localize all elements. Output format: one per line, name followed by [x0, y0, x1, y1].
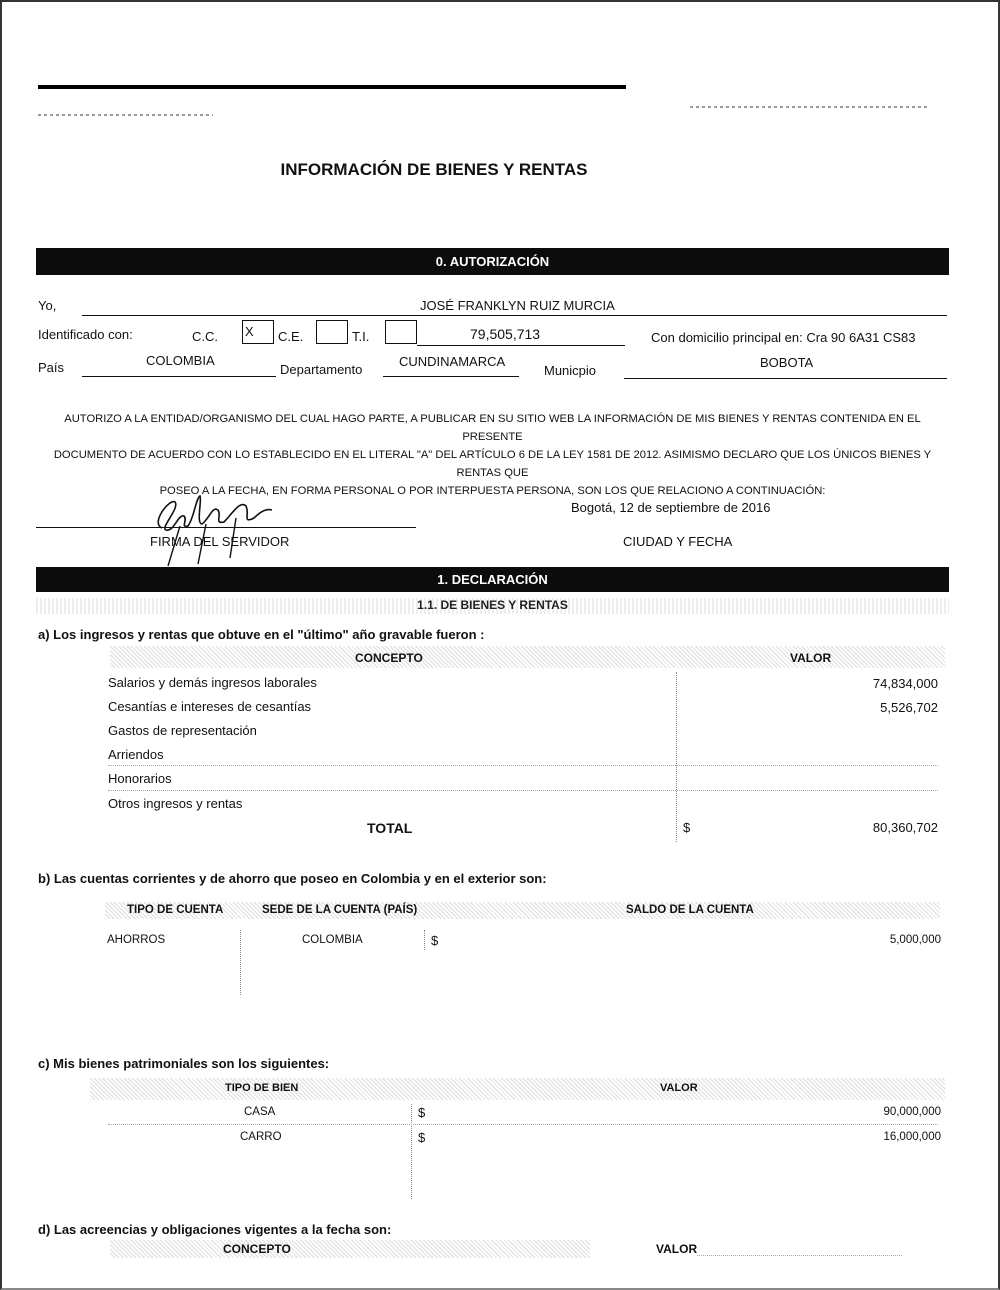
identificado-label: Identificado con: — [38, 327, 133, 342]
ce-checkbox[interactable] — [316, 320, 348, 344]
table-d-header — [110, 1240, 590, 1258]
yo-label: Yo, — [38, 298, 57, 313]
income-row-concepto: Gastos de representación — [108, 723, 257, 738]
column-header-valor-bien: VALOR — [660, 1082, 698, 1094]
firma-label: FIRMA DEL SERVIDOR — [150, 534, 290, 549]
authorization-text — [36, 410, 949, 500]
account-row-sede: COLOMBIA — [302, 934, 363, 946]
account-row-currency: $ — [431, 933, 439, 948]
asset-row-valor: 16,000,000 — [883, 1131, 941, 1143]
municipio-label: Municpio — [544, 363, 597, 378]
authorization-line: POSEO A LA FECHA, EN FORMA PERSONAL O POR INTERPUESTA PERSONA, SON LOS QUE RELACIONO A CONTINUACIÓN: — [159, 485, 826, 497]
header-scan-noise-right — [690, 106, 930, 108]
cc-label: C.C. — [192, 329, 218, 344]
section-header-declaracion: 1. DECLARACIÓN — [36, 567, 949, 592]
cc-checkbox[interactable]: X — [242, 320, 274, 344]
column-header-valor: VALOR — [790, 651, 832, 665]
pais-value: COLOMBIA — [146, 353, 215, 368]
income-row-concepto: Honorarios — [108, 771, 172, 786]
column-header-saldo-cuenta: SALDO DE LA CUENTA — [626, 904, 754, 916]
income-row-concepto: Cesantías e intereses de cesantías — [108, 699, 312, 714]
column-header-sede-cuenta: SEDE DE LA CUENTA (PAÍS) — [262, 904, 418, 916]
table-c-divider — [411, 1104, 412, 1199]
header-rule — [38, 85, 626, 89]
table-b-divider — [240, 930, 241, 995]
signature-image — [140, 488, 290, 568]
subsection-header-bienes-rentas: 1.1. DE BIENES Y RENTAS — [36, 598, 949, 614]
ti-label: T.I. — [352, 329, 370, 344]
income-row-valor: 5,526,702 — [880, 700, 938, 715]
domicilio-label: Con domicilio principal en: Cra 90 6A31 CS83 — [651, 330, 916, 345]
column-header-concepto: CONCEPTO — [355, 651, 423, 665]
pais-label: País — [38, 360, 65, 375]
income-row-concepto: Arriendos — [108, 747, 164, 762]
account-row-saldo: 5,000,000 — [889, 934, 941, 946]
column-header-valor-d: VALOR — [656, 1242, 698, 1256]
table-c-header — [90, 1078, 945, 1100]
total-label: TOTAL — [367, 820, 413, 836]
section-header-autorizacion: 0. AUTORIZACIÓN — [36, 248, 949, 275]
city-date-value: Bogotá, 12 de septiembre de 2016 — [571, 500, 771, 515]
question-b: b) Las cuentas corrientes y de ahorro que poseo en Colombia y en el exterior son: — [38, 871, 547, 886]
table-a-divider — [676, 672, 677, 842]
account-row-tipo: AHORROS — [107, 934, 166, 946]
row-separator — [108, 765, 938, 766]
authorization-line: DOCUMENTO DE ACUERDO CON LO ESTABLECIDO EN EL LITERAL "A" DEL ARTÍCULO 6 DE LA LEY 1581 DE 2012. ASIMISMO DECLARO QUE LOS ÚNICOS BIENES Y RENTAS QUE — [53, 449, 932, 479]
page-title: INFORMACIÓN DE BIENES Y RENTAS — [280, 160, 588, 179]
row-separator — [108, 790, 938, 791]
table-b-header — [105, 902, 940, 919]
income-row-valor: 74,834,000 — [872, 676, 938, 691]
column-header-tipo-bien: TIPO DE BIEN — [225, 1082, 299, 1094]
ti-checkbox[interactable] — [385, 320, 417, 344]
city-date-label: CIUDAD Y FECHA — [623, 534, 733, 549]
ce-label: C.E. — [278, 329, 304, 344]
valor-d-line — [697, 1255, 902, 1256]
asset-row-valor: 90,000,000 — [883, 1106, 941, 1118]
total-currency: $ — [683, 820, 691, 835]
column-header-concepto-d: CONCEPTO — [223, 1242, 291, 1256]
total-value: 80,360,702 — [872, 820, 938, 835]
question-c: c) Mis bienes patrimoniales son los siguientes: — [38, 1056, 330, 1071]
signature-line — [36, 527, 416, 528]
asset-row-currency: $ — [418, 1105, 426, 1120]
departamento-label: Departamento — [280, 362, 363, 377]
income-row-concepto: Salarios y demás ingresos laborales — [108, 675, 317, 690]
row-separator — [108, 1124, 938, 1125]
table-b-divider — [424, 930, 425, 950]
name-value: JOSÉ FRANKLYN RUIZ MURCIA — [420, 298, 615, 313]
municipio-value: BOBOTA — [760, 355, 814, 370]
asset-row-tipo: CARRO — [240, 1131, 282, 1143]
header-scan-noise-left — [38, 114, 213, 116]
question-d: d) Las acreencias y obligaciones vigentes a la fecha son: — [38, 1222, 392, 1237]
asset-row-tipo: CASA — [244, 1106, 276, 1118]
departamento-value: CUNDINAMARCA — [399, 354, 506, 369]
id-number-value: 79,505,713 — [470, 326, 541, 342]
authorization-line: AUTORIZO A LA ENTIDAD/ORGANISMO DEL CUAL HAGO PARTE, A PUBLICAR EN SU SITIO WEB LA INFORMACIÓN DE MIS BIENES Y RENTAS CONTENIDA EN EL PRESENTE — [64, 413, 921, 443]
income-row-concepto: Otros ingresos y rentas — [108, 796, 243, 811]
question-a: a) Los ingresos y rentas que obtuve en el "último" año gravable fueron : — [38, 627, 485, 642]
asset-row-currency: $ — [418, 1130, 426, 1145]
column-header-tipo-cuenta: TIPO DE CUENTA — [127, 904, 224, 916]
